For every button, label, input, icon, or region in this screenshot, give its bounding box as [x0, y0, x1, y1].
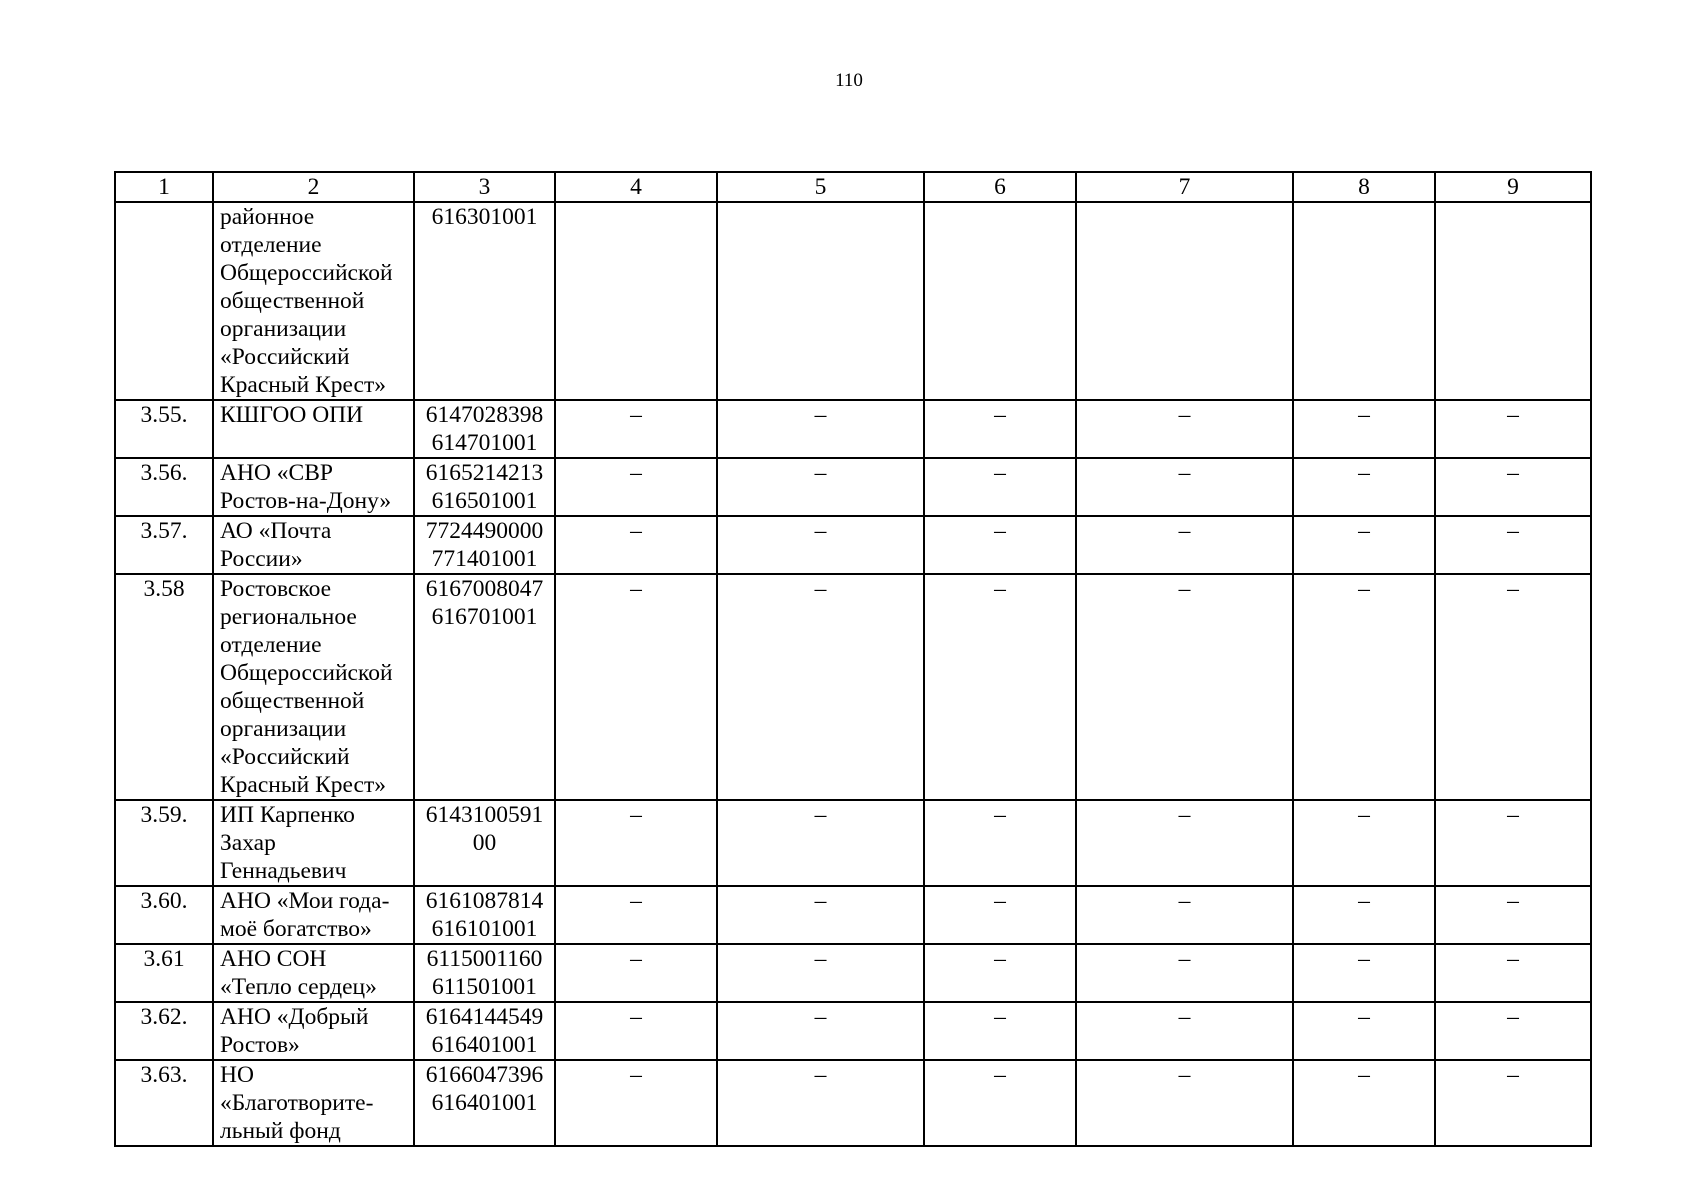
value-cell-4: –	[555, 516, 717, 574]
inn-kpp-line: 616501001	[431, 488, 538, 514]
row-number-cell: 3.56.	[115, 458, 213, 516]
header-col-1: 1	[115, 172, 213, 202]
value-cell-6: –	[924, 944, 1076, 1002]
row-number-cell: 3.59.	[115, 800, 213, 886]
value-cell-8: –	[1293, 1060, 1435, 1146]
value-cell-5: –	[717, 516, 924, 574]
inn-kpp-cell	[414, 886, 555, 944]
inn-kpp-line: 6166047396	[425, 1062, 544, 1088]
organization-name-cell	[213, 800, 414, 886]
table-body	[115, 202, 1591, 1146]
inn-kpp-cell	[414, 516, 555, 574]
organization-name-cell	[213, 944, 414, 1002]
value-cell-9	[1435, 202, 1591, 400]
inn-kpp-line: 6165214213	[425, 460, 544, 486]
row-number-cell: 3.60.	[115, 886, 213, 944]
value-cell-7: –	[1076, 458, 1293, 516]
value-cell-5: –	[717, 800, 924, 886]
inn-kpp-line: 7724490000	[425, 518, 544, 544]
value-cell-9: –	[1435, 1060, 1591, 1146]
value-cell-7: –	[1076, 944, 1293, 1002]
organization-name-cell	[213, 458, 414, 516]
organization-name-line: региональное	[220, 604, 357, 630]
row-number-cell: 3.63.	[115, 1060, 213, 1146]
value-cell-4: –	[555, 800, 717, 886]
inn-kpp-cell	[414, 800, 555, 886]
value-cell-5: –	[717, 944, 924, 1002]
organization-name-line: льный фонд	[220, 1118, 341, 1144]
header-col-6: 6	[924, 172, 1076, 202]
value-cell-9: –	[1435, 944, 1591, 1002]
row-number-cell: 3.55.	[115, 400, 213, 458]
header-col-2: 2	[213, 172, 414, 202]
inn-kpp-line: 616401001	[431, 1090, 538, 1116]
header-col-7: 7	[1076, 172, 1293, 202]
inn-kpp-cell	[414, 574, 555, 800]
table-row	[115, 800, 1591, 886]
value-cell-6: –	[924, 1060, 1076, 1146]
inn-kpp-cell	[414, 944, 555, 1002]
value-cell-6: –	[924, 516, 1076, 574]
value-cell-5: –	[717, 574, 924, 800]
inn-kpp-line: 616301001	[431, 204, 538, 230]
value-cell-7: –	[1076, 1002, 1293, 1060]
organization-name-line: организации	[220, 716, 347, 742]
header-col-8: 8	[1293, 172, 1435, 202]
organization-name-line: моё богатство»	[220, 916, 372, 942]
organization-name-line: «Благотворите-	[220, 1090, 374, 1116]
inn-kpp-line: 616701001	[431, 604, 538, 630]
header-row	[115, 172, 1591, 202]
organization-name-line: АНО «СВР	[220, 460, 333, 486]
organization-name-line: КШГОО ОПИ	[220, 402, 364, 428]
data-table	[114, 171, 1592, 1147]
inn-kpp-cell	[414, 202, 555, 400]
value-cell-9: –	[1435, 886, 1591, 944]
table-row	[115, 400, 1591, 458]
organization-name-line: «Российский	[220, 344, 350, 370]
inn-kpp-line: 611501001	[432, 974, 537, 1000]
value-cell-7: –	[1076, 516, 1293, 574]
inn-kpp-cell	[414, 458, 555, 516]
value-cell-6: –	[924, 1002, 1076, 1060]
organization-name-line: Захар	[220, 830, 276, 856]
organization-name-line: АО «Почта	[220, 518, 332, 544]
value-cell-5: –	[717, 1002, 924, 1060]
table-row	[115, 516, 1591, 574]
inn-kpp-line: 6164144549	[425, 1004, 544, 1030]
organization-name-line: Ростовское	[220, 576, 332, 602]
value-cell-7	[1076, 202, 1293, 400]
value-cell-5	[717, 202, 924, 400]
row-number-cell	[115, 202, 213, 400]
table-row	[115, 1060, 1591, 1146]
value-cell-5: –	[717, 400, 924, 458]
row-number-cell: 3.57.	[115, 516, 213, 574]
table-row	[115, 574, 1591, 800]
organization-name-cell	[213, 574, 414, 800]
inn-kpp-line: 6161087814	[425, 888, 544, 914]
value-cell-8	[1293, 202, 1435, 400]
inn-kpp-line: 00	[472, 830, 497, 856]
organization-name-line: Геннадьевич	[220, 858, 347, 884]
value-cell-8: –	[1293, 800, 1435, 886]
organization-name-line: общественной	[220, 688, 365, 714]
organization-name-line: организации	[220, 316, 347, 342]
organization-name-line: России»	[220, 546, 303, 572]
organization-name-cell	[213, 886, 414, 944]
organization-name-cell	[213, 516, 414, 574]
value-cell-8: –	[1293, 574, 1435, 800]
value-cell-7: –	[1076, 1060, 1293, 1146]
organization-name-line: ИП Карпенко	[220, 802, 355, 828]
inn-kpp-cell	[414, 1060, 555, 1146]
inn-kpp-line: 6143100591	[425, 802, 544, 828]
table-row	[115, 202, 1591, 400]
header-col-3: 3	[414, 172, 555, 202]
value-cell-8: –	[1293, 886, 1435, 944]
inn-kpp-cell	[414, 1002, 555, 1060]
table-row	[115, 886, 1591, 944]
value-cell-7: –	[1076, 800, 1293, 886]
value-cell-4: –	[555, 886, 717, 944]
inn-kpp-line: 6115001160	[426, 946, 543, 972]
inn-kpp-line: 6147028398	[425, 402, 544, 428]
value-cell-7: –	[1076, 886, 1293, 944]
value-cell-9: –	[1435, 574, 1591, 800]
value-cell-9: –	[1435, 1002, 1591, 1060]
table-row	[115, 458, 1591, 516]
organization-name-line: районное	[220, 204, 315, 230]
value-cell-6: –	[924, 800, 1076, 886]
value-cell-5: –	[717, 886, 924, 944]
table-row	[115, 1002, 1591, 1060]
inn-kpp-line: 616401001	[431, 1032, 538, 1058]
value-cell-6: –	[924, 886, 1076, 944]
inn-kpp-line: 616101001	[431, 916, 538, 942]
organization-name-line: Общероссийской	[220, 660, 393, 686]
value-cell-5: –	[717, 1060, 924, 1146]
value-cell-5: –	[717, 458, 924, 516]
page-number: 110	[835, 70, 863, 91]
value-cell-7: –	[1076, 574, 1293, 800]
value-cell-9: –	[1435, 800, 1591, 886]
value-cell-9: –	[1435, 400, 1591, 458]
value-cell-4: –	[555, 574, 717, 800]
inn-kpp-line: 771401001	[431, 546, 538, 572]
organization-name-line: отделение	[220, 632, 322, 658]
value-cell-8: –	[1293, 1002, 1435, 1060]
inn-kpp-cell	[414, 400, 555, 458]
organization-name-line: «Российский	[220, 744, 350, 770]
value-cell-4: –	[555, 1002, 717, 1060]
value-cell-8: –	[1293, 458, 1435, 516]
value-cell-4	[555, 202, 717, 400]
header-col-4: 4	[555, 172, 717, 202]
organization-name-line: Красный Крест»	[220, 772, 386, 798]
table-row	[115, 944, 1591, 1002]
row-number-cell: 3.62.	[115, 1002, 213, 1060]
value-cell-9: –	[1435, 458, 1591, 516]
organization-name-line: АНО «Мои года-	[220, 888, 390, 914]
value-cell-4: –	[555, 458, 717, 516]
organization-name-line: НО	[220, 1062, 254, 1088]
value-cell-6	[924, 202, 1076, 400]
value-cell-4: –	[555, 400, 717, 458]
organization-name-line: Общероссийской	[220, 260, 393, 286]
organization-name-line: «Тепло сердец»	[220, 974, 377, 1000]
organization-name-line: АНО «Добрый	[220, 1004, 369, 1030]
value-cell-6: –	[924, 458, 1076, 516]
organization-name-line: Ростов»	[220, 1032, 300, 1058]
organization-name-cell	[213, 400, 414, 458]
value-cell-9: –	[1435, 516, 1591, 574]
organization-name-line: Красный Крест»	[220, 372, 386, 398]
value-cell-4: –	[555, 1060, 717, 1146]
row-number-cell: 3.58	[115, 574, 213, 800]
organization-name-line: отделение	[220, 232, 322, 258]
organization-name-line: АНО СОН	[220, 946, 327, 972]
inn-kpp-line: 614701001	[431, 430, 538, 456]
header-col-9: 9	[1435, 172, 1591, 202]
inn-kpp-line: 6167008047	[425, 576, 544, 602]
organization-name-line: Ростов-на-Дону»	[220, 488, 392, 514]
value-cell-6: –	[924, 574, 1076, 800]
value-cell-7: –	[1076, 400, 1293, 458]
organization-name-cell	[213, 1002, 414, 1060]
organization-name-line: общественной	[220, 288, 365, 314]
value-cell-6: –	[924, 400, 1076, 458]
organization-name-cell	[213, 202, 414, 400]
value-cell-8: –	[1293, 400, 1435, 458]
organization-name-cell	[213, 1060, 414, 1146]
value-cell-8: –	[1293, 516, 1435, 574]
header-col-5: 5	[717, 172, 924, 202]
row-number-cell: 3.61	[115, 944, 213, 1002]
value-cell-8: –	[1293, 944, 1435, 1002]
value-cell-4: –	[555, 944, 717, 1002]
